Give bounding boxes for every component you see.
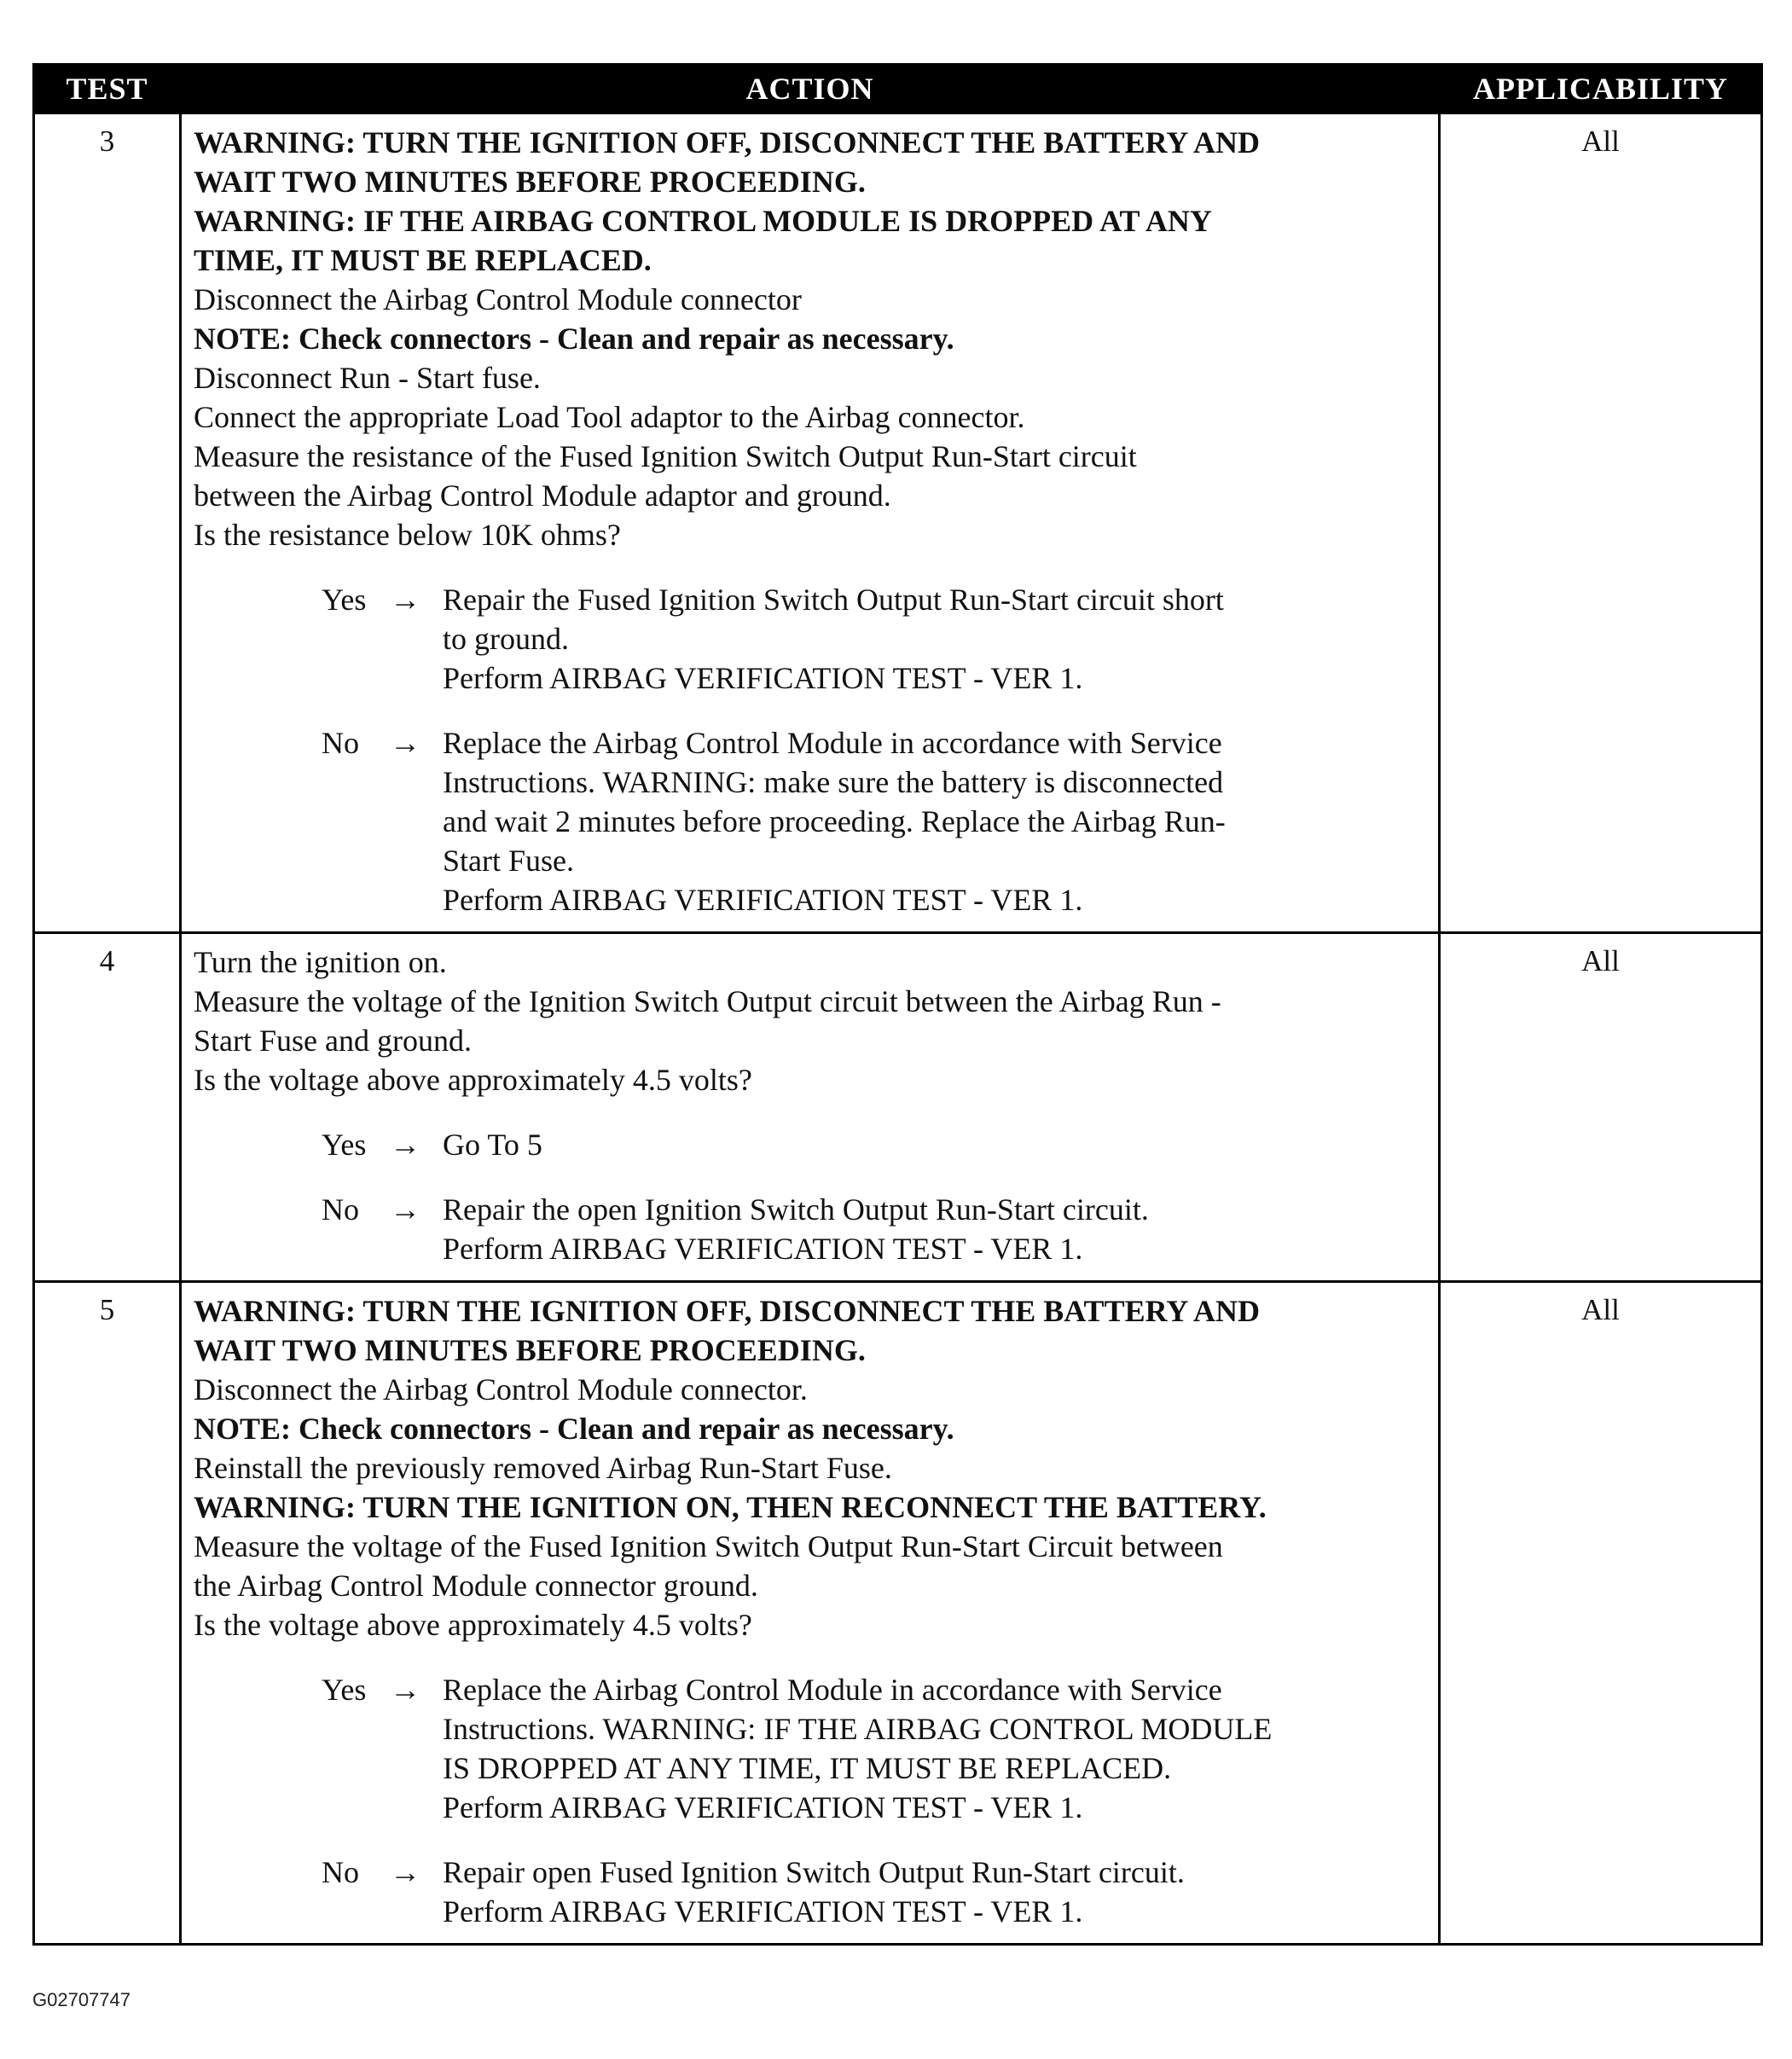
instruction-line: the Airbag Control Module connector ground.: [194, 1569, 758, 1603]
branch-result-line: Replace the Airbag Control Module in accordance with Service: [443, 726, 1222, 760]
branch-result: [443, 1190, 1428, 1268]
instruction-line: Disconnect the Airbag Control Module connector: [194, 282, 802, 316]
applicability-value: All: [1440, 933, 1762, 1282]
table-row: [34, 113, 1762, 933]
arrow-right-icon: →: [390, 583, 420, 617]
instruction-line: Turn the ignition on.: [194, 945, 447, 979]
applicability-value: All: [1440, 1282, 1762, 1945]
arrow-right-icon: →: [390, 1128, 420, 1162]
arrow-right-icon: →: [390, 1855, 420, 1889]
instruction-line: Measure the voltage of the Ignition Switch Output circuit between the Airbag Run -: [194, 984, 1221, 1018]
warning-line: WARNING: IF THE AIRBAG CONTROL MODULE IS DROPPED AT ANY: [194, 204, 1212, 238]
instruction-line: Measure the voltage of the Fused Ignition Switch Output Run-Start Circuit between: [194, 1529, 1223, 1563]
instruction-line: Disconnect Run - Start fuse.: [194, 361, 541, 395]
instruction-line: Reinstall the previously removed Airbag Run-Start Fuse.: [194, 1451, 892, 1485]
answer-branches: [194, 1125, 1428, 1268]
branch-answer: Yes: [322, 583, 367, 617]
warning-line: NOTE: Check connectors - Clean and repair as necessary.: [194, 1412, 954, 1446]
branch-yes: [322, 1670, 1428, 1827]
answer-branches: [194, 1670, 1428, 1931]
warning-line: TIME, IT MUST BE REPLACED.: [194, 243, 652, 277]
applicability-value: All: [1440, 113, 1762, 933]
diagnostic-test-table: [32, 63, 1763, 1946]
instruction-line: between the Airbag Control Module adaptor and ground.: [194, 478, 891, 513]
warning-line: WARNING: TURN THE IGNITION OFF, DISCONNECT THE BATTERY AND: [194, 1294, 1260, 1328]
branch-result-line: and wait 2 minutes before proceeding. Replace the Airbag Run-: [443, 804, 1226, 838]
branch-result: [443, 1853, 1428, 1931]
header-row: [34, 65, 1762, 113]
branch-no: [322, 1853, 1428, 1931]
action-cell: [181, 1282, 1440, 1945]
warning-line: WAIT TWO MINUTES BEFORE PROCEEDING.: [194, 1333, 866, 1367]
branch-no: [322, 1190, 1428, 1268]
branch-result-line: Repair open Fused Ignition Switch Output Run-Start circuit.: [443, 1855, 1185, 1889]
instruction-line: Measure the resistance of the Fused Ignition Switch Output Run-Start circuit: [194, 439, 1137, 473]
test-number: 3: [34, 113, 181, 933]
branch-result-line: Instructions. WARNING: IF THE AIRBAG CONTROL MODULE: [443, 1712, 1273, 1746]
arrow-right-icon: →: [390, 1673, 420, 1707]
instruction-line: Connect the appropriate Load Tool adaptor to the Airbag connector.: [194, 400, 1025, 434]
table-header: [34, 65, 1762, 113]
test-number: 5: [34, 1282, 181, 1945]
table-body: [34, 113, 1762, 1945]
branch-yes: [322, 580, 1428, 698]
instruction-line: Disconnect the Airbag Control Module connector.: [194, 1372, 808, 1406]
arrow-right-icon: →: [390, 1192, 420, 1227]
branch-result-line: Perform AIRBAG VERIFICATION TEST - VER 1.: [443, 883, 1083, 917]
branch-yes: [322, 1125, 1428, 1164]
branch-result: [443, 580, 1428, 698]
branch-no: [322, 723, 1428, 919]
test-number: 4: [34, 933, 181, 1282]
branch-result-line: Perform AIRBAG VERIFICATION TEST - VER 1.: [443, 1894, 1083, 1928]
instruction-line: Is the voltage above approximately 4.5 volts?: [194, 1608, 752, 1642]
column-header-action: ACTION: [181, 65, 1440, 113]
column-header-applicability: APPLICABILITY: [1440, 65, 1762, 113]
instruction-line: Is the voltage above approximately 4.5 volts?: [194, 1063, 752, 1097]
branch-answer: Yes: [322, 1128, 367, 1162]
branch-answer: Yes: [322, 1673, 367, 1707]
answer-branches: [194, 580, 1428, 919]
warning-line: WARNING: TURN THE IGNITION OFF, DISCONNECT THE BATTERY AND: [194, 125, 1260, 160]
action-cell: [181, 933, 1440, 1282]
branch-result-line: to ground.: [443, 622, 569, 656]
branch-result-line: Perform AIRBAG VERIFICATION TEST - VER 1.: [443, 1232, 1083, 1266]
branch-result-line: Go To 5: [443, 1128, 542, 1162]
branch-result-line: Replace the Airbag Control Module in accordance with Service: [443, 1673, 1222, 1707]
warning-line: WAIT TWO MINUTES BEFORE PROCEEDING.: [194, 165, 866, 199]
action-cell: [181, 113, 1440, 933]
table-row: [34, 933, 1762, 1282]
branch-result: [443, 723, 1428, 919]
branch-answer: No: [322, 726, 359, 760]
table-row: [34, 1282, 1762, 1945]
branch-answer: No: [322, 1855, 359, 1889]
branch-result-line: Instructions. WARNING: make sure the battery is disconnected: [443, 765, 1224, 799]
instruction-line: Start Fuse and ground.: [194, 1024, 472, 1058]
warning-line: NOTE: Check connectors - Clean and repair as necessary.: [194, 322, 954, 356]
diagnostic-test-sheet: [32, 63, 1760, 1946]
branch-result: [443, 1125, 1428, 1164]
arrow-right-icon: →: [390, 726, 420, 760]
branch-answer: No: [322, 1192, 359, 1227]
branch-result-line: Repair the open Ignition Switch Output Run-Start circuit.: [443, 1192, 1149, 1227]
branch-result-line: Repair the Fused Ignition Switch Output Run-Start circuit short: [443, 583, 1224, 617]
warning-line: WARNING: TURN THE IGNITION ON, THEN RECONNECT THE BATTERY.: [194, 1490, 1267, 1524]
branch-result: [443, 1670, 1428, 1827]
column-header-test: TEST: [34, 65, 181, 113]
branch-result-line: Start Fuse.: [443, 844, 575, 878]
figure-id: G02707747: [32, 1989, 130, 2010]
branch-result-line: IS DROPPED AT ANY TIME, IT MUST BE REPLACED.: [443, 1751, 1172, 1785]
branch-result-line: Perform AIRBAG VERIFICATION TEST - VER 1.: [443, 661, 1083, 695]
branch-result-line: Perform AIRBAG VERIFICATION TEST - VER 1.: [443, 1790, 1083, 1824]
instruction-line: Is the resistance below 10K ohms?: [194, 518, 621, 552]
